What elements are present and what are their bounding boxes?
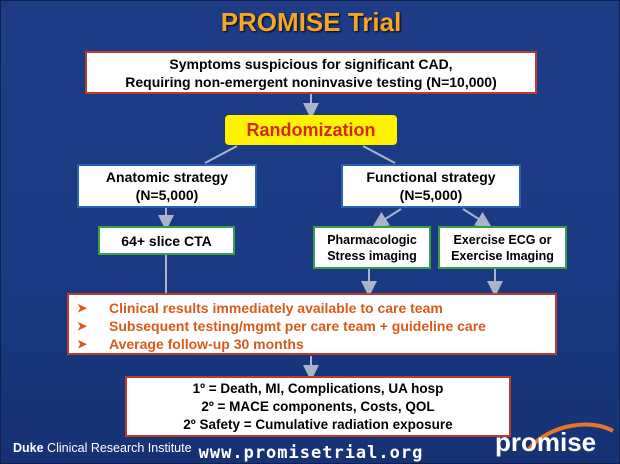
cta-box xyxy=(98,226,235,255)
enrollment-line-2: Requiring non-emergent noninvasive testing (N=10,000) xyxy=(125,73,497,90)
exercise-box xyxy=(438,226,567,269)
functional-line-2: (N=5,000) xyxy=(399,187,463,203)
outcomes-box xyxy=(125,376,511,437)
duke-logo-bold: Duke xyxy=(13,441,44,455)
results-item xyxy=(77,299,555,317)
enrollment-line-1: Symptoms suspicious for significant CAD, xyxy=(169,55,453,72)
results-item-text: Clinical results immediately available to care team xyxy=(109,300,443,316)
promise-logo: promise xyxy=(495,427,597,457)
arrow-rand-to-anatomic xyxy=(205,146,237,163)
arrow-functional-to-exercise xyxy=(463,209,485,223)
functional-strategy-box xyxy=(341,164,521,208)
exercise-line-2: Exercise Imaging xyxy=(451,248,554,263)
arrow-functional-to-pharm xyxy=(379,209,401,223)
outcome-primary: 1º = Death, MI, Complications, UA hosp xyxy=(192,380,444,396)
randomization-box: Randomization xyxy=(225,115,397,145)
anatomic-strategy-box xyxy=(77,164,257,208)
bullet-arrow-icon: ➤ xyxy=(77,301,88,315)
exercise-line-1: Exercise ECG or xyxy=(453,232,552,247)
pharmacologic-box xyxy=(313,226,431,269)
arrow-rand-to-functional xyxy=(363,146,395,163)
pharmacologic-line-2: Stress imaging xyxy=(327,248,417,263)
bullet-arrow-icon: ➤ xyxy=(77,319,88,333)
enrollment-box xyxy=(85,51,537,94)
outcome-safety: 2º Safety = Cumulative radiation exposure xyxy=(183,416,453,432)
bullet-arrow-icon: ➤ xyxy=(77,337,88,351)
website-url: www.promisetrial.org xyxy=(198,443,424,463)
outcome-secondary: 2º = MACE components, Costs, QOL xyxy=(201,398,435,414)
anatomic-line-2: (N=5,000) xyxy=(135,187,199,203)
slide-title: PROMISE Trial xyxy=(220,7,402,37)
results-item-text: Average follow-up 30 months xyxy=(109,336,304,352)
results-item xyxy=(77,317,555,335)
results-box xyxy=(67,293,557,355)
functional-line-1: Functional strategy xyxy=(366,169,496,185)
results-item xyxy=(77,335,555,353)
cta-label: 64+ slice CTA xyxy=(121,232,212,249)
anatomic-line-1: Anatomic strategy xyxy=(105,169,229,185)
results-item-text: Subsequent testing/mgmt per care team + guideline care xyxy=(109,318,486,334)
pharmacologic-line-1: Pharmacologic xyxy=(327,232,417,247)
duke-logo-rest: Clinical Research Institute xyxy=(43,441,192,455)
